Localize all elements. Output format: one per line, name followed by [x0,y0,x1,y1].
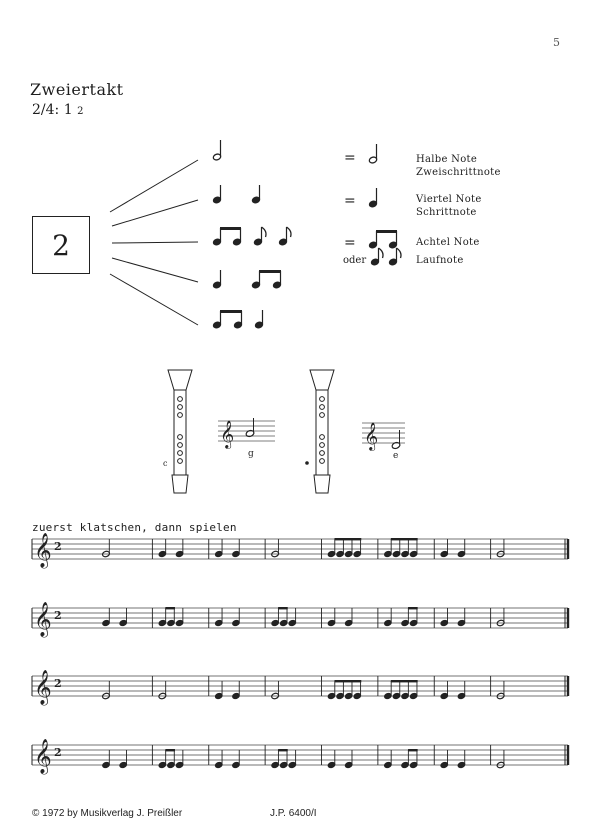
beam [391,538,418,540]
eighth-note [336,681,345,700]
half-note [271,681,280,700]
staff-row [32,533,568,569]
eighth-note [279,608,288,627]
or-label: oder [343,255,367,266]
treble-clef-icon: 𝄞 [34,670,52,705]
legend-name: Viertel Note [416,194,482,205]
half-note [271,539,280,558]
meter-count-one: 1 [63,102,73,118]
page-number: 5 [553,36,560,49]
quarter-note [344,750,353,769]
quarter-note [158,539,167,558]
eighth-note [336,539,345,558]
eighth-note [353,539,362,558]
eighth-note [409,681,418,700]
eighth-note [327,539,336,558]
eighth-note [271,750,280,769]
quarter-note [288,750,297,769]
quarter-note [175,750,184,769]
quarter-note [440,608,449,627]
beam [165,749,175,751]
legend-name: Achtel Note [416,237,480,248]
eighth-note [384,539,393,558]
quarter-note [214,750,223,769]
eighth-note [409,608,418,627]
eighth-note [353,681,362,700]
eighth-note [401,539,410,558]
time-signature: 2 [54,540,62,553]
quarter-note [440,539,449,558]
quarter-note [119,608,128,627]
copyright: © 1972 by Musikverlag J. Preißler [32,808,183,819]
quarter-note [457,750,466,769]
half-note [496,608,505,627]
quarter-note [102,608,111,627]
time-signature: 2 [54,746,62,759]
meter-fraction: 2/4 [32,102,55,118]
quarter-note [384,608,393,627]
treble-clef-icon: 𝄞 [34,533,52,568]
quarter-note [214,539,223,558]
eighth-note [384,681,393,700]
quarter-note [327,608,336,627]
treble-clef-icon: 𝄞 [34,602,52,637]
quarter-note [102,750,111,769]
quarter-note [344,608,353,627]
eighth-note [327,681,336,700]
half-note [158,681,167,700]
quarter-note [440,750,449,769]
legend-alt-name: Laufnote [416,255,464,266]
quarter-note [214,608,223,627]
beam [335,538,362,540]
half-note [496,539,505,558]
eighth-note [401,750,410,769]
note-name-label: e [393,451,399,461]
time-signature: 2 [54,677,62,690]
beam [335,680,362,682]
quarter-note [232,681,241,700]
staff-row [32,602,568,638]
equals-sign: = [344,193,356,209]
treble-clef-icon: 𝄞 [220,420,235,448]
beam [391,680,418,682]
catalog-number: J.P. 6400/I [270,808,317,819]
quarter-note [232,750,241,769]
legend-alt-name: Schrittnote [416,207,477,218]
big-number: 2 [52,228,70,262]
quarter-note [457,539,466,558]
instruction-text: zuerst klatschen, dann spielen [32,521,237,534]
quarter-note [327,750,336,769]
equals-sign: = [344,150,356,166]
legend-alt-name: Zweischrittnote [416,167,501,178]
quarter-note [457,608,466,627]
beam [408,607,418,609]
half-note [496,681,505,700]
eighth-note [401,608,410,627]
staff-row [32,670,568,706]
eighth-note [409,539,418,558]
eighth-note [344,539,353,558]
equals-sign: = [344,235,356,251]
quarter-note [232,608,241,627]
quarter-note [457,681,466,700]
quarter-note [384,750,393,769]
eighth-note [392,539,401,558]
quarter-note [214,681,223,700]
eighth-note [401,681,410,700]
page-title: Zweiertakt [30,80,124,99]
eighth-note [344,681,353,700]
eighth-note [167,608,176,627]
thumb-hole-label: c [163,459,168,468]
eighth-note [167,750,176,769]
legend-name: Halbe Note [416,154,478,165]
quarter-note [175,539,184,558]
half-note [102,681,111,700]
beam [408,749,418,751]
quarter-note [440,681,449,700]
eighth-note [158,750,167,769]
quarter-note [175,608,184,627]
half-note [496,750,505,769]
beam [278,749,288,751]
half-note [102,539,111,558]
eighth-note [392,681,401,700]
quarter-note [288,608,297,627]
eighth-note [279,750,288,769]
note-name-label: g [248,449,254,459]
eighth-note [271,608,280,627]
quarter-note [119,750,128,769]
meter-colon: : [54,102,60,118]
treble-clef-icon: 𝄞 [364,422,379,450]
treble-clef-icon: 𝄞 [34,739,52,774]
beam [165,607,175,609]
quarter-note [232,539,241,558]
beam [278,607,288,609]
eighth-note [409,750,418,769]
staff-row [32,739,568,775]
meter-count-two: 2 [77,106,84,117]
time-signature: 2 [54,609,62,622]
eighth-note [158,608,167,627]
